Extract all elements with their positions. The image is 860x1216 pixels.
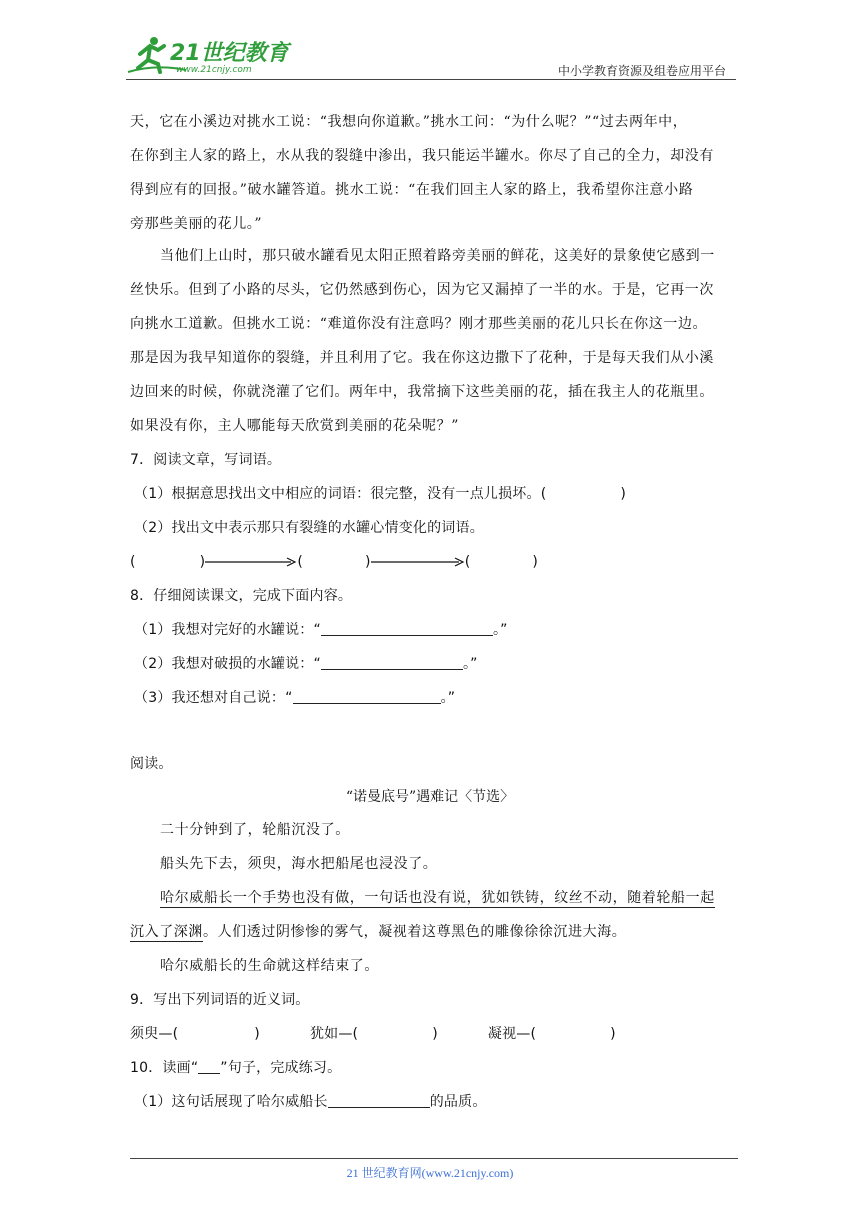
paren-close: ) [365, 554, 371, 570]
question-8-sub1 [134, 620, 508, 640]
passage-line: 天，它在小溪边对挑水工说：“我想向你道歉。”挑水工问：“为什么呢？”“过去两年中， [130, 114, 688, 130]
question-7-sub1-close: ) [620, 486, 627, 502]
reading-title: “诺曼底号”遇难记〈节选〉 [345, 789, 515, 805]
passage-line: 船头先下去，须臾，海水把船尾也浸没了。 [160, 856, 438, 872]
underlined-sentence: 哈尔威船长一个手势也没有做，一句话也没有说，犹如铁铸，纹丝不动，随着轮船一起 [160, 890, 715, 906]
passage-line: 旁那些美丽的花儿。” [130, 216, 263, 232]
passage-text: 。人们透过阴惨惨的雾气，凝视着这尊黑色的雕像徐徐沉进大海。 [203, 924, 627, 940]
question-7-sub1 [134, 484, 626, 504]
passage-line: 边回来的时候，你就浇灌了它们。两年中，我常摘下这些美丽的花，插在我主人的花瓶里。 [130, 384, 714, 400]
quote-end: 。” [440, 690, 456, 706]
word-xuyu: 须臾—( [130, 1026, 179, 1042]
passage-line: 得到应有的回报。”破水罐答道。挑水工说：“在我们回主人家的路上，我希望你注意小路 [130, 182, 694, 198]
header-divider [126, 79, 736, 80]
underlined-sentence: 沉入了深渊 [130, 924, 203, 940]
answer-blank[interactable] [321, 655, 463, 670]
arrow-right-icon [371, 557, 465, 567]
answer-blank[interactable] [321, 621, 493, 636]
passage-line: 向挑水工道歉。但挑水工说：“难道你没有注意吗？刚才那些美丽的花儿只长在你这一边。 [130, 316, 708, 332]
question-10-title-pre: 10．读画“ [130, 1060, 199, 1076]
svg-text:21世纪教育: 21世纪教育 [170, 41, 289, 66]
passage-line: 那是因为我早知道你的裂缝，并且利用了它。我在你这边撒下了花种，于是每天我们从小溪 [130, 350, 714, 366]
question-9-words [130, 1024, 616, 1044]
question-10-title-post: ”句子，完成练习。 [220, 1060, 342, 1076]
platform-name: 中小学教育资源及组卷应用平台 [557, 64, 726, 78]
question-9-title: 9．写出下列词语的近义词。 [130, 992, 310, 1008]
question-7-sub2: （2）找出文中表示那只有裂缝的水罐心情变化的词语。 [134, 520, 484, 536]
passage-line: 如果没有你，主人哪能每天欣赏到美丽的花朵呢？” [130, 418, 459, 434]
arrow-right-icon [205, 557, 297, 567]
page-header [126, 34, 736, 80]
paren-open: ( [464, 554, 471, 570]
svg-text:www.21cnjy.com: www.21cnjy.com [176, 65, 252, 75]
question-7-title: 7．阅读文章，写词语。 [130, 452, 282, 468]
footer-divider [130, 1158, 738, 1159]
paren-close: ) [254, 1026, 260, 1042]
paren-close: ) [532, 554, 539, 570]
site-logo [126, 34, 306, 76]
passage-line: 在你到主人家的路上，水从我的裂缝中渗出，我只能运半罐水。你尽了自己的全力，却没有 [130, 148, 714, 164]
underline-marker [198, 1059, 220, 1074]
question-8-sub3-text: （3）我还想对自己说：“ [134, 690, 293, 706]
quote-end: 。” [462, 656, 478, 672]
passage-line: 当他们上山时，那只破水罐看见太阳正照着路旁美丽的鲜花，这美好的景象使它感到一 [160, 248, 715, 264]
question-8-sub3 [134, 688, 455, 708]
question-8-sub2 [134, 654, 478, 674]
paren-open: ( [130, 554, 136, 570]
paren-close: ) [432, 1026, 438, 1042]
word-youru: 犹如—( [309, 1026, 359, 1042]
passage-line: 丝快乐。但到了小路的尽头，它仍然感到伤心，因为它又漏掉了一半的水。于是，它再一次 [130, 282, 714, 298]
answer-blank[interactable] [293, 689, 441, 704]
paren-close: ) [199, 554, 206, 570]
question-10-sub1-pre: （1）这句话展现了哈尔威船长 [134, 1094, 328, 1110]
question-8-sub2-text: （2）我想对破损的水罐说：“ [134, 656, 321, 672]
passage-line [130, 922, 626, 942]
question-8-title: 8．仔细阅读课文，完成下面内容。 [130, 588, 353, 604]
question-7-sub1-text: （1）根据意思找出文中相应的词语：很完整，没有一点儿损坏。( [134, 486, 547, 502]
answer-blank[interactable] [328, 1093, 430, 1108]
paren-close: ) [610, 1026, 616, 1042]
passage-line-underlined [160, 888, 715, 908]
question-7-chain [130, 552, 538, 572]
paren-open: ( [297, 554, 304, 570]
question-10-sub1-post: 的品质。 [429, 1094, 487, 1110]
question-8-sub1-text: （1）我想对完好的水罐说：“ [134, 622, 321, 638]
footer-link[interactable]: 21 世纪教育网(www.21cnjy.com) [346, 1166, 514, 1180]
word-ningshi: 凝视—( [487, 1026, 537, 1042]
question-10-sub1 [134, 1092, 487, 1112]
passage-line: 二十分钟到了，轮船沉没了。 [160, 822, 350, 838]
quote-end: 。” [492, 622, 508, 638]
question-10-title [130, 1058, 341, 1078]
reading-label: 阅读。 [130, 756, 173, 772]
passage-line: 哈尔威船长的生命就这样结束了。 [160, 958, 379, 974]
